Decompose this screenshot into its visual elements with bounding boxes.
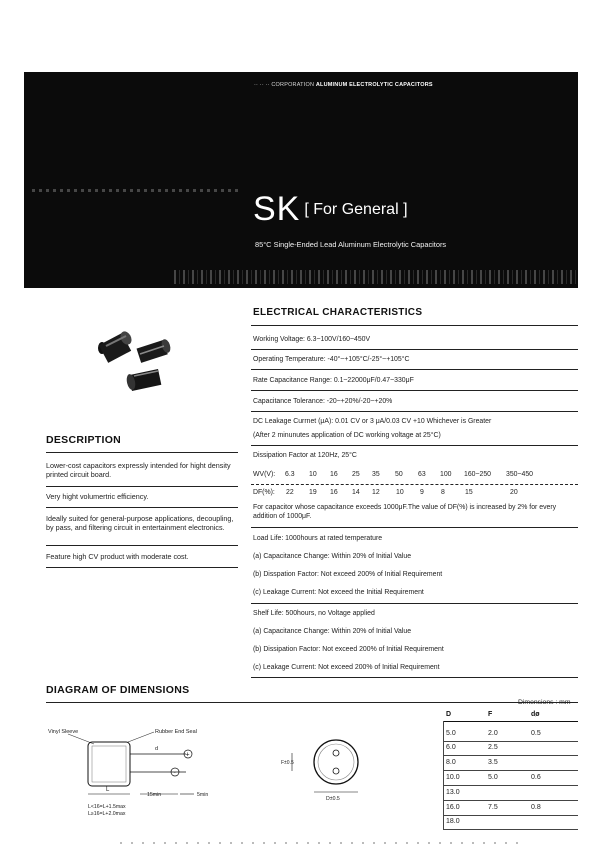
description-item: Ideally suited for general-purpose applications, decoupling, by pass, and filtering circuit in entertainment electronics. bbox=[46, 514, 234, 532]
electrical-heading: ELECTRICAL CHARACTERISTICS bbox=[253, 307, 423, 318]
wv-value: 63 bbox=[418, 471, 426, 478]
wv-value: 350~450 bbox=[506, 471, 534, 478]
df-value: 10 bbox=[396, 489, 404, 496]
table-rule bbox=[443, 741, 578, 742]
divider bbox=[251, 484, 578, 485]
dim-cell: 2.5 bbox=[488, 744, 498, 751]
table-rule bbox=[443, 721, 578, 722]
shelf-life-a: (a) Capacitance Change: Within 20% of Initial Value bbox=[253, 628, 412, 635]
wv-value: 6.3 bbox=[285, 471, 295, 478]
shelf-life-b: (b) Dissipation Factor: Not exceed 200% of Initial Requirement bbox=[253, 646, 444, 653]
dim-cell: 6.0 bbox=[446, 744, 456, 751]
dim-cell: 0.6 bbox=[531, 774, 541, 781]
df-value: 9 bbox=[420, 489, 424, 496]
wv-value: 50 bbox=[395, 471, 403, 478]
divider bbox=[46, 452, 238, 453]
df-value: 14 bbox=[352, 489, 360, 496]
brand-line: ·· ·· ·· CORPORATION ALUMINUM ELECTROLYTIC CAPACITORS bbox=[254, 82, 433, 88]
capacitance-tolerance: Capacitance Tolerance: -20~+20%/-20~+20% bbox=[253, 398, 393, 405]
shelf-life-c: (c) Leakage Current: Not exceed 200% of Initial Requirement bbox=[253, 664, 440, 671]
df-value: 22 bbox=[286, 489, 294, 496]
dimension-drawing bbox=[46, 722, 426, 832]
load-life-c: (c) Leakage Current: Not exceed the Initial Requirement bbox=[253, 589, 424, 596]
dim-cell: 3.5 bbox=[488, 759, 498, 766]
plus-sign: + bbox=[185, 751, 190, 759]
df-label: DF(%): bbox=[253, 489, 275, 496]
dim-cell: 2.0 bbox=[488, 730, 498, 737]
minus-sign: - bbox=[173, 769, 176, 777]
divider bbox=[46, 545, 238, 546]
table-rule bbox=[443, 770, 578, 771]
load-life-a: (a) Capacitance Change: Within 20% of Initial Value bbox=[253, 553, 412, 560]
leakage-current-note: (After 2 minunutes application of DC working voltage at 25°C) bbox=[253, 432, 441, 439]
dim-cell: 18.0 bbox=[446, 818, 460, 825]
header-banner bbox=[24, 72, 578, 288]
df-value: 20 bbox=[510, 489, 518, 496]
divider bbox=[251, 411, 578, 412]
wv-value: 100 bbox=[440, 471, 452, 478]
df-value: 8 bbox=[441, 489, 445, 496]
dimensions-units: Dimensions : mm bbox=[518, 699, 571, 706]
dim-cell: 5.0 bbox=[446, 730, 456, 737]
dim-cell: 5.0 bbox=[488, 774, 498, 781]
divider bbox=[251, 349, 578, 350]
capacitor-2 bbox=[137, 338, 172, 363]
divider bbox=[251, 369, 578, 370]
label-vinyl-sleeve: Vinyl Sleeve bbox=[48, 729, 79, 735]
label-lead-min: 5min bbox=[197, 792, 209, 798]
df-value: 19 bbox=[309, 489, 317, 496]
wv-value: 25 bbox=[352, 471, 360, 478]
capacitor-3 bbox=[125, 369, 161, 391]
divider bbox=[251, 527, 578, 528]
divider bbox=[251, 677, 578, 678]
dim-header-d: D bbox=[446, 711, 452, 718]
dim-cell: 0.5 bbox=[531, 730, 541, 737]
description-item: Feature high CV product with moderate cost. bbox=[46, 552, 189, 561]
table-rule bbox=[443, 815, 578, 816]
divider bbox=[251, 603, 578, 604]
df-value: 16 bbox=[330, 489, 338, 496]
table-rule bbox=[443, 785, 578, 786]
series-tag: [ For General ] bbox=[304, 201, 408, 218]
wv-value: 10 bbox=[309, 471, 317, 478]
wv-value: 160~250 bbox=[464, 471, 492, 478]
length-note-2: L≥16=L+2.0max bbox=[88, 811, 126, 817]
divider bbox=[46, 507, 238, 508]
dim-cell: 10.0 bbox=[446, 774, 460, 781]
table-vline bbox=[443, 721, 444, 829]
dissipation-title: Dissipation Factor at 120Hz, 25°C bbox=[253, 452, 357, 459]
df-note: For capacitor whose capacitance exceeds 1000μF.The value of DF(%) is increased by 2% for every addition of 1000μF. bbox=[253, 504, 557, 520]
length-note-1: L<16=L+1.5max bbox=[88, 804, 126, 810]
label-lead-diameter: d bbox=[155, 746, 159, 752]
series-name: SK bbox=[253, 190, 301, 228]
dim-cell: 7.5 bbox=[488, 804, 498, 811]
scan-speckle bbox=[32, 189, 242, 192]
table-rule bbox=[443, 829, 578, 830]
dim-header-d-lead: dø bbox=[531, 711, 540, 718]
description-item: Lower-cost capacitors expressly intended for hight density printed circuit board. bbox=[46, 461, 231, 479]
shelf-life-title: Shelf Life: 500hours, no Voltage applied bbox=[253, 610, 375, 617]
load-life-title: Load Life: 1000hours at rated temperature bbox=[253, 535, 383, 542]
divider bbox=[46, 567, 238, 568]
capacitance-range: Rate Capacitance Range: 0.1~22000μF/0.47~330μF bbox=[253, 377, 414, 384]
divider bbox=[251, 390, 578, 391]
wv-value: 16 bbox=[330, 471, 338, 478]
label-rubber-seal: Rubber End Seal bbox=[155, 729, 197, 735]
description-heading: DESCRIPTION bbox=[46, 434, 122, 446]
label-diameter: D±0.5 bbox=[326, 796, 340, 802]
df-value: 15 bbox=[465, 489, 473, 496]
dim-cell: 8.0 bbox=[446, 759, 456, 766]
scan-noise bbox=[120, 842, 520, 844]
load-life-b: (b) Disspation Factor: Not exceed 200% of Initial Requirement bbox=[253, 571, 443, 578]
dim-cell: 13.0 bbox=[446, 789, 460, 796]
divider bbox=[46, 702, 578, 703]
operating-temperature: Operating Temperature: -40°~+105°C/-25°~+105°C bbox=[253, 356, 410, 363]
dim-cell: 0.8 bbox=[531, 804, 541, 811]
diagram-heading: DIAGRAM OF DIMENSIONS bbox=[46, 684, 190, 696]
label-length: L bbox=[106, 787, 110, 793]
scan-noise bbox=[174, 270, 578, 284]
series-subtitle: 85°C Single-Ended Lead Aluminum Electrolytic Capacitors bbox=[255, 240, 447, 249]
working-voltage: Working Voltage: 6.3~100V/160~450V bbox=[253, 336, 371, 343]
divider bbox=[251, 445, 578, 446]
table-rule bbox=[443, 800, 578, 801]
leakage-current: DC Leakage Currnet (μA): 0.01 CV or 3 μA/0.03 CV +10 Whichever is Greater bbox=[253, 418, 492, 425]
label-lead-length: 15min bbox=[147, 792, 162, 798]
description-item: Very hight volumertric efficiency. bbox=[46, 492, 149, 501]
wv-value: 35 bbox=[372, 471, 380, 478]
wv-label: WV(V): bbox=[253, 471, 276, 478]
dim-header-f: F bbox=[488, 711, 493, 718]
label-pitch: F±0.5 bbox=[281, 760, 294, 766]
capacitor-photo bbox=[96, 320, 200, 400]
df-value: 12 bbox=[372, 489, 380, 496]
series-title bbox=[253, 190, 408, 229]
divider bbox=[46, 486, 238, 487]
capacitor-1 bbox=[98, 329, 134, 362]
table-rule bbox=[443, 755, 578, 756]
dim-cell: 16.0 bbox=[446, 804, 460, 811]
divider bbox=[251, 325, 578, 326]
